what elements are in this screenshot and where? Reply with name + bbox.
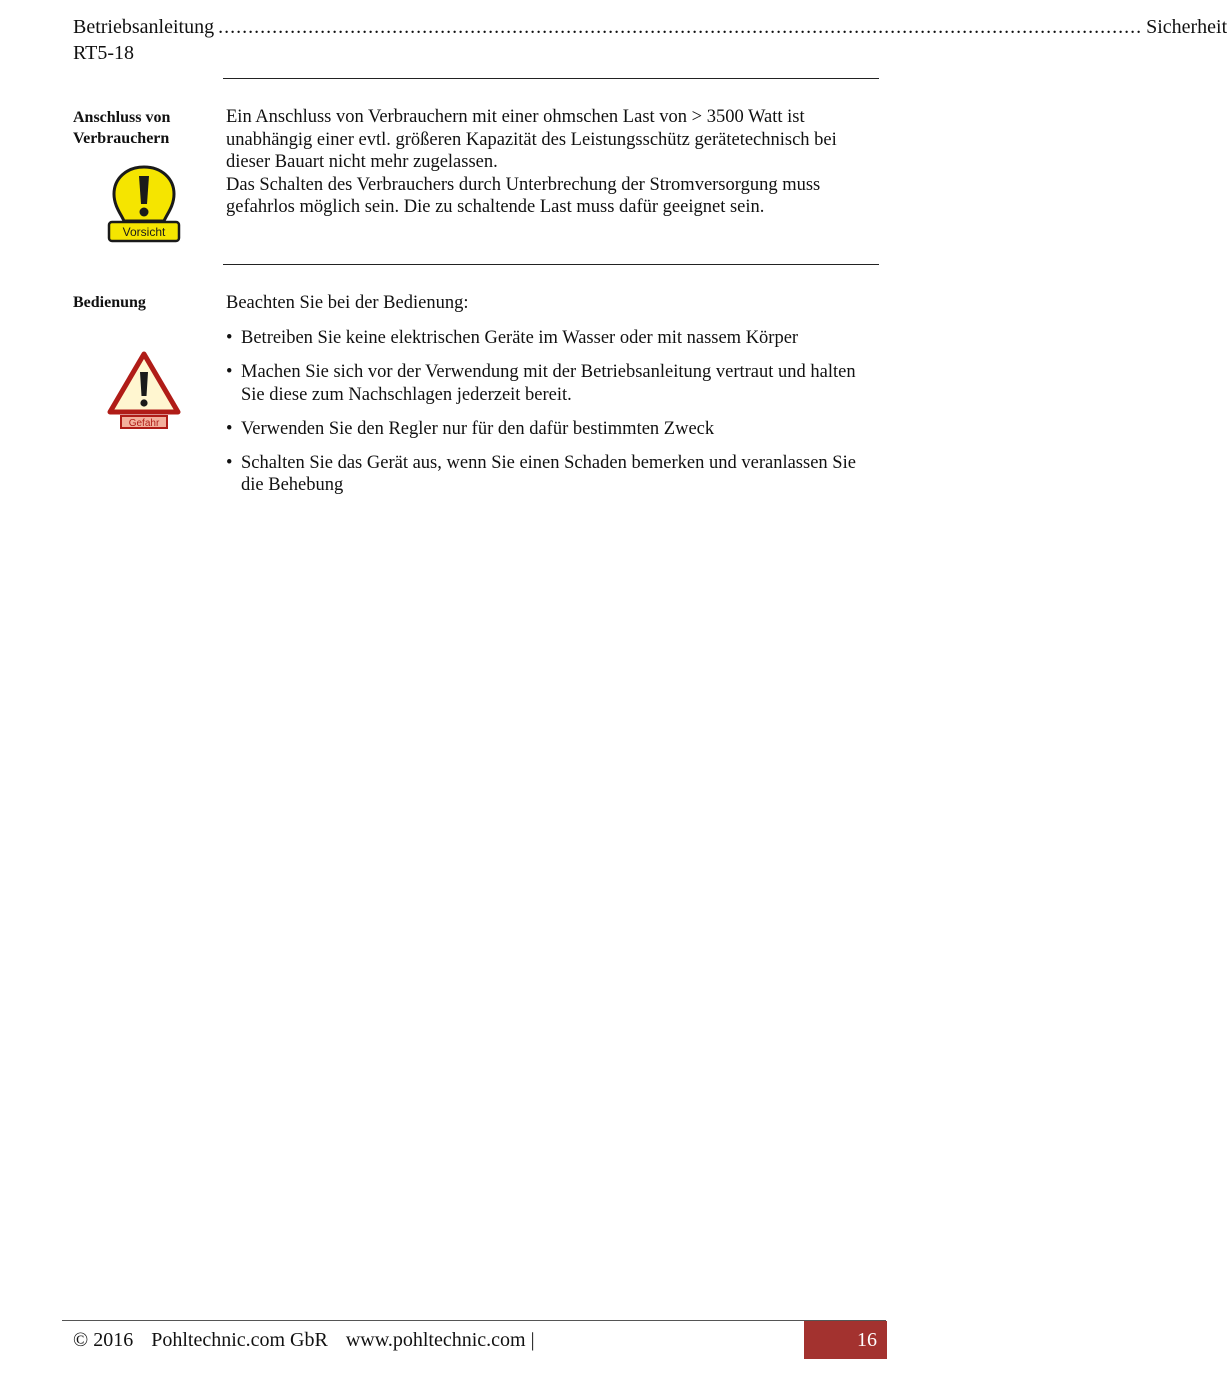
bullet-list [226,327,878,508]
list-item: • Verwenden Sie den Regler nur für den dafür bestimmten Zweck [226,418,878,441]
caution-warning-icon [106,164,182,249]
footer-divider [62,1320,886,1321]
caution-caption: Vorsicht [122,225,166,239]
list-item: • Machen Sie sich vor der Verwendung mit der Betriebsanleitung vertraut und halten Sie diese zum Nachschlagen jederzeit bereit. [226,361,878,406]
paragraph: Das Schalten des Verbrauchers durch Unterbrechung der Stromversorgung muss gefahrlos möglich sein. Die zu schaltende Last muss dafür geeignet sein. [226,174,821,217]
header-title: Betriebsanleitung RT5-18 [73,16,215,64]
list-item: • Betreiben Sie keine elektrischen Geräte im Wasser oder mit nassem Körper [226,327,878,350]
danger-warning-icon [107,350,181,437]
page-footer [73,1327,553,1353]
footer-company: Pohltechnic.com GbR [151,1329,328,1351]
header-section: Sicherheit [1146,16,1227,38]
page-number-badge [804,1321,887,1359]
danger-caption: Gefahr [128,418,160,429]
section-label-anschluss: Anschluss von Verbrauchern [73,109,171,147]
section-intro-bedienung: Beachten Sie bei der Bedienung: [226,293,469,313]
paragraph: Ein Anschluss von Verbrauchern mit einer ohmschen Last von > 3500 Watt ist unabhängig einer evtl. größeren Kapazität des Leistungsschütz gerätetechnisch bei dieser Bauart nicht mehr zugelassen. [226,107,837,172]
section-label-bedienung: Bedienung [73,294,146,311]
page-number: 16 [857,1328,877,1351]
footer-copyright: © 2016 [73,1329,134,1351]
header-leader-dots: .......................................................................................................................................................... [218,16,1143,38]
list-item: • Schalten Sie das Gerät aus, wenn Sie einen Schaden bemerken und veranlassen Sie die Behebung [226,452,878,497]
footer-website: www.pohltechnic.com | [345,1329,535,1351]
page-header [73,14,1227,66]
section-divider [223,78,879,79]
section-divider [223,264,879,265]
section-text-anschluss [226,106,878,219]
